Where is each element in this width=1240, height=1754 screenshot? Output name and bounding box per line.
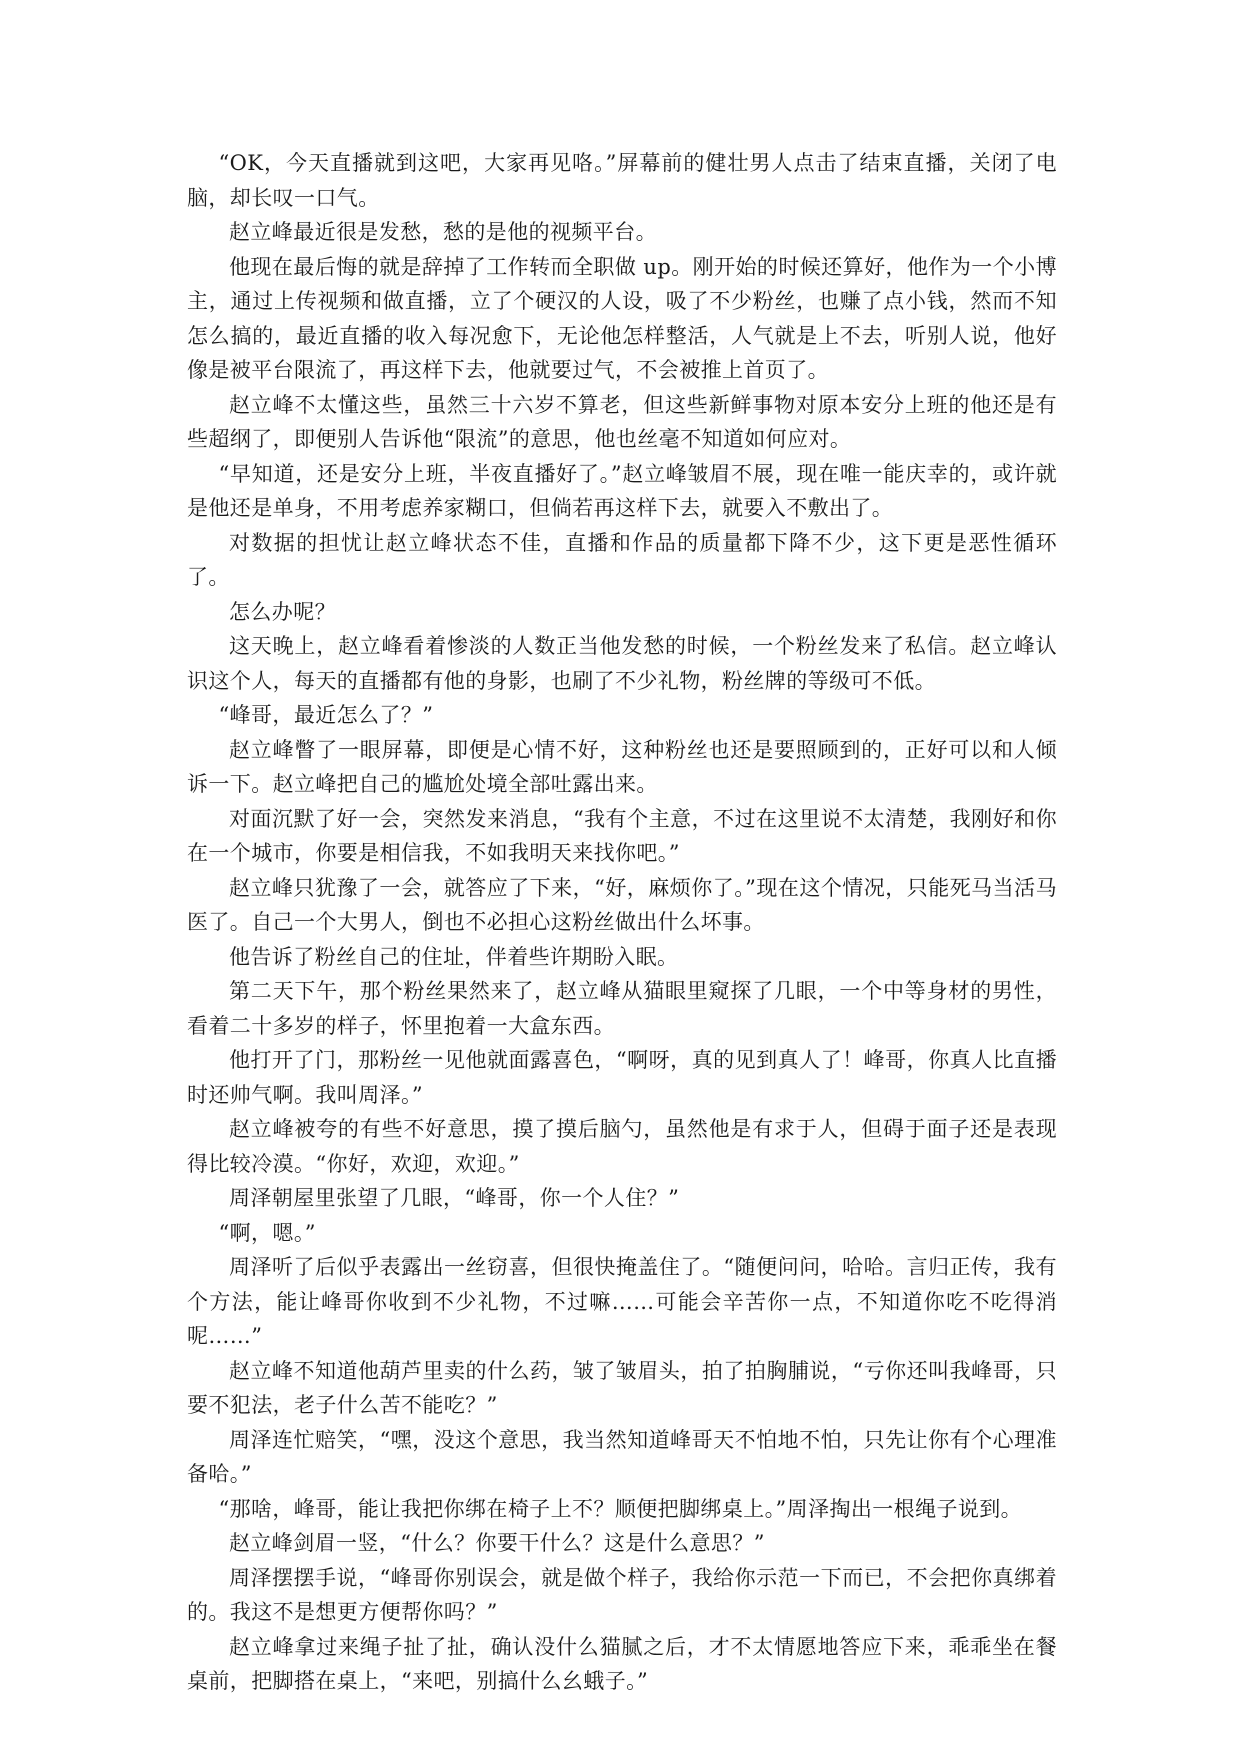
- paragraph: 周泽连忙赔笑，“嘿，没这个意思，我当然知道峰哥天不怕地不怕，只先让你有个心理准备哈。”: [187, 1427, 1057, 1486]
- paragraph: 赵立峰不知道他葫芦里卖的什么药，皱了皱眉头，拍了拍胸脯说，“亏你还叫我峰哥，只要不犯法，老子什么苦不能吃？”: [187, 1358, 1057, 1417]
- paragraph: 他现在最后悔的就是辞掉了工作转而全职做 up。刚开始的时候还算好，他作为一个小博主，通过上传视频和做直播，立了个硬汉的人设，吸了不少粉丝，也赚了点小钱，然而不知怎么搞的，最近直播的收入每况愈下，无论他怎样整活，人气就是上不去，听别人说，他好像是被平台限流了，再这样下去，他就要过气，不会被推上首页了。: [187, 254, 1057, 382]
- paragraph: “啊，嗯。”: [218, 1220, 316, 1245]
- paragraph: 周泽摆摆手说，“峰哥你别误会，就是做个样子，我给你示范一下而已，不会把你真绑着的。我这不是想更方便帮你吗？”: [187, 1565, 1057, 1624]
- paragraph: 他告诉了粉丝自己的住址，伴着些许期盼入眠。: [229, 944, 679, 969]
- paragraph: 赵立峰只犹豫了一会，就答应了下来，“好，麻烦你了。”现在这个情况，只能死马当活马医了。自己一个大男人，倒也不必担心这粉丝做出什么坏事。: [187, 875, 1057, 934]
- paragraph: 周泽听了后似乎表露出一丝窃喜，但很快掩盖住了。“随便问问，哈哈。言归正传，我有个方法，能让峰哥你收到不少礼物，不过嘛……可能会辛苦你一点，不知道你吃不吃得消呢……”: [187, 1255, 1057, 1348]
- paragraph: 对面沉默了好一会，突然发来消息，“我有个主意，不过在这里说不太清楚，我刚好和你在一个城市，你要是相信我，不如我明天来找你吧。”: [187, 806, 1057, 865]
- paragraph: 赵立峰不太懂这些，虽然三十六岁不算老，但这些新鲜事物对原本安分上班的他还是有些超纲了，即便别人告诉他“限流”的意思，他也丝毫不知道如何应对。: [187, 392, 1057, 451]
- paragraph: 赵立峰瞥了一眼屏幕，即便是心情不好，这种粉丝也还是要照顾到的，正好可以和人倾诉一下。赵立峰把自己的尴尬处境全部吐露出来。: [187, 737, 1057, 796]
- paragraph: “OK，今天直播就到这吧，大家再见咯。”屏幕前的健壮男人点击了结束直播，关闭了电脑，却长叹一口气。: [187, 151, 1057, 210]
- paragraph: 赵立峰拿过来绳子扯了扯，确认没什么猫腻之后，才不太情愿地答应下来，乖乖坐在餐桌前，把脚搭在桌上，“来吧，别搞什么幺蛾子。”: [187, 1634, 1057, 1693]
- paragraph: 赵立峰被夸的有些不好意思，摸了摸后脑勺，虽然他是有求于人，但碍于面子还是表现得比较冷漠。“你好，欢迎，欢迎。”: [187, 1117, 1057, 1176]
- paragraph: 对数据的担忧让赵立峰状态不佳，直播和作品的质量都下降不少，这下更是恶性循环了。: [187, 530, 1057, 589]
- paragraph: 赵立峰剑眉一竖，“什么？你要干什么？这是什么意思？”: [229, 1531, 765, 1555]
- document-page: [187, 146, 1057, 1699]
- paragraph: 赵立峰最近很是发愁，愁的是他的视频平台。: [229, 220, 657, 244]
- paragraph: “那啥，峰哥，能让我把你绑在椅子上不？顺便把脚绑桌上。”周泽掏出一根绳子说到。: [218, 1496, 1023, 1521]
- paragraph: 他打开了门，那粉丝一见他就面露喜色，“啊呀，真的见到真人了！峰哥，你真人比直播时还帅气啊。我叫周泽。”: [187, 1048, 1057, 1107]
- paragraph: 第二天下午，那个粉丝果然来了，赵立峰从猫眼里窥探了几眼，一个中等身材的男性，看着二十多岁的样子，怀里抱着一大盒东西。: [187, 979, 1057, 1038]
- paragraph: 怎么办呢？: [229, 599, 336, 624]
- paragraph: 这天晚上，赵立峰看着惨淡的人数正当他发愁的时候，一个粉丝发来了私信。赵立峰认识这个人，每天的直播都有他的身影，也刷了不少礼物，粉丝牌的等级可不低。: [187, 634, 1057, 693]
- paragraph: “峰哥，最近怎么了？”: [218, 703, 434, 727]
- paragraph: 周泽朝屋里张望了几眼，“峰哥，你一个人住？”: [229, 1186, 680, 1210]
- paragraph: “早知道，还是安分上班，半夜直播好了。”赵立峰皱眉不展，现在唯一能庆幸的，或许就是他还是单身，不用考虑养家糊口，但倘若再这样下去，就要入不敷出了。: [187, 461, 1057, 520]
